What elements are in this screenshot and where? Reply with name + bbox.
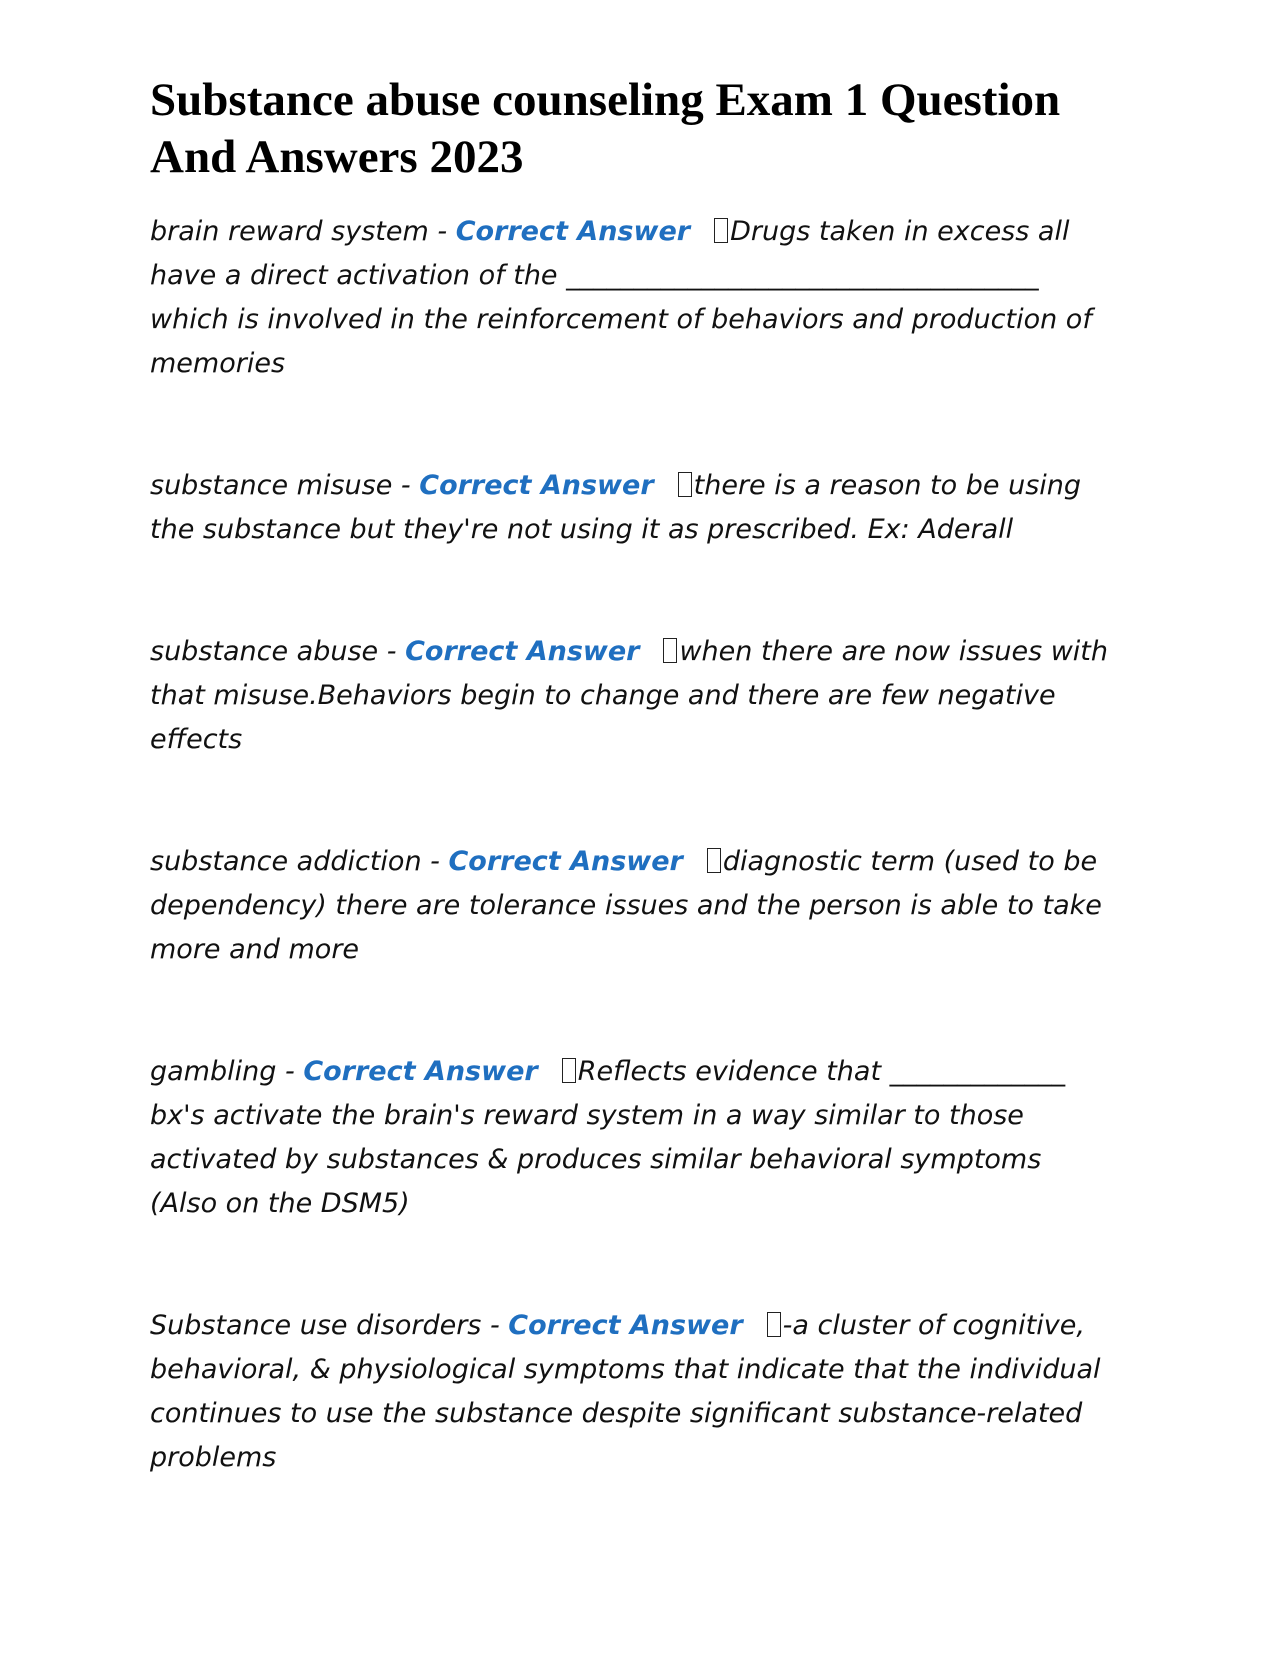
- qa-entry: [150, 840, 1130, 972]
- qa-entry: [150, 1050, 1130, 1226]
- correct-answer-label: Correct Answer: [455, 216, 691, 247]
- definition: there is a reason to be using the substance but they're not using it as prescribed. Ex: Aderall: [150, 470, 1082, 545]
- term: brain reward system: [150, 216, 429, 247]
- definition: when there are now issues with that misuse.Behaviors begin to change and there are few negative effects: [150, 636, 1109, 755]
- correct-answer-label: Correct Answer: [508, 1310, 743, 1341]
- missing-glyph-icon: [714, 218, 728, 243]
- correct-answer-label: Correct Answer: [419, 470, 654, 501]
- missing-glyph-icon: [767, 1312, 781, 1337]
- term: substance misuse: [150, 470, 393, 501]
- separator: -: [378, 636, 406, 667]
- term: Substance use disorders: [150, 1310, 482, 1341]
- separator: -: [481, 1310, 509, 1341]
- definition: -a cluster of cognitive, behavioral, & physiological symptoms that indicate that the individual continues to use the substance despite significant substance-related problems: [150, 1310, 1101, 1473]
- qa-entry: [150, 630, 1130, 762]
- qa-entry: [150, 464, 1130, 552]
- term: gambling: [150, 1056, 277, 1087]
- qa-entry: [150, 210, 1130, 386]
- correct-answer-label: Correct Answer: [448, 846, 683, 877]
- separator: -: [276, 1056, 304, 1087]
- qa-entry: [150, 1304, 1130, 1480]
- definition: Reflects evidence that _____________ bx's activate the brain's reward system in a way similar to those activated by substances & produces similar behavioral symptoms (Also on the DSM5): [150, 1056, 1066, 1219]
- term: substance addiction: [150, 846, 422, 877]
- document-title: Substance abuse counseling Exam 1 Question And Answers 2023: [150, 74, 1061, 183]
- separator: -: [392, 470, 420, 501]
- document-page: [150, 72, 1130, 1480]
- definition: Drugs taken in excess all have a direct activation of the ___________________________________ which is involved in the reinforcement of behaviors and production of memories: [150, 216, 1092, 379]
- correct-answer-label: Correct Answer: [405, 636, 640, 667]
- missing-glyph-icon: [678, 472, 692, 497]
- term: substance abuse: [150, 636, 379, 667]
- missing-glyph-icon: [707, 848, 721, 873]
- missing-glyph-icon: [663, 638, 677, 663]
- separator: -: [428, 216, 456, 247]
- separator: -: [421, 846, 449, 877]
- definition: diagnostic term (used to be dependency) there are tolerance issues and the person is able to take more and more: [150, 846, 1102, 965]
- correct-answer-label: Correct Answer: [303, 1056, 538, 1087]
- missing-glyph-icon: [562, 1058, 576, 1083]
